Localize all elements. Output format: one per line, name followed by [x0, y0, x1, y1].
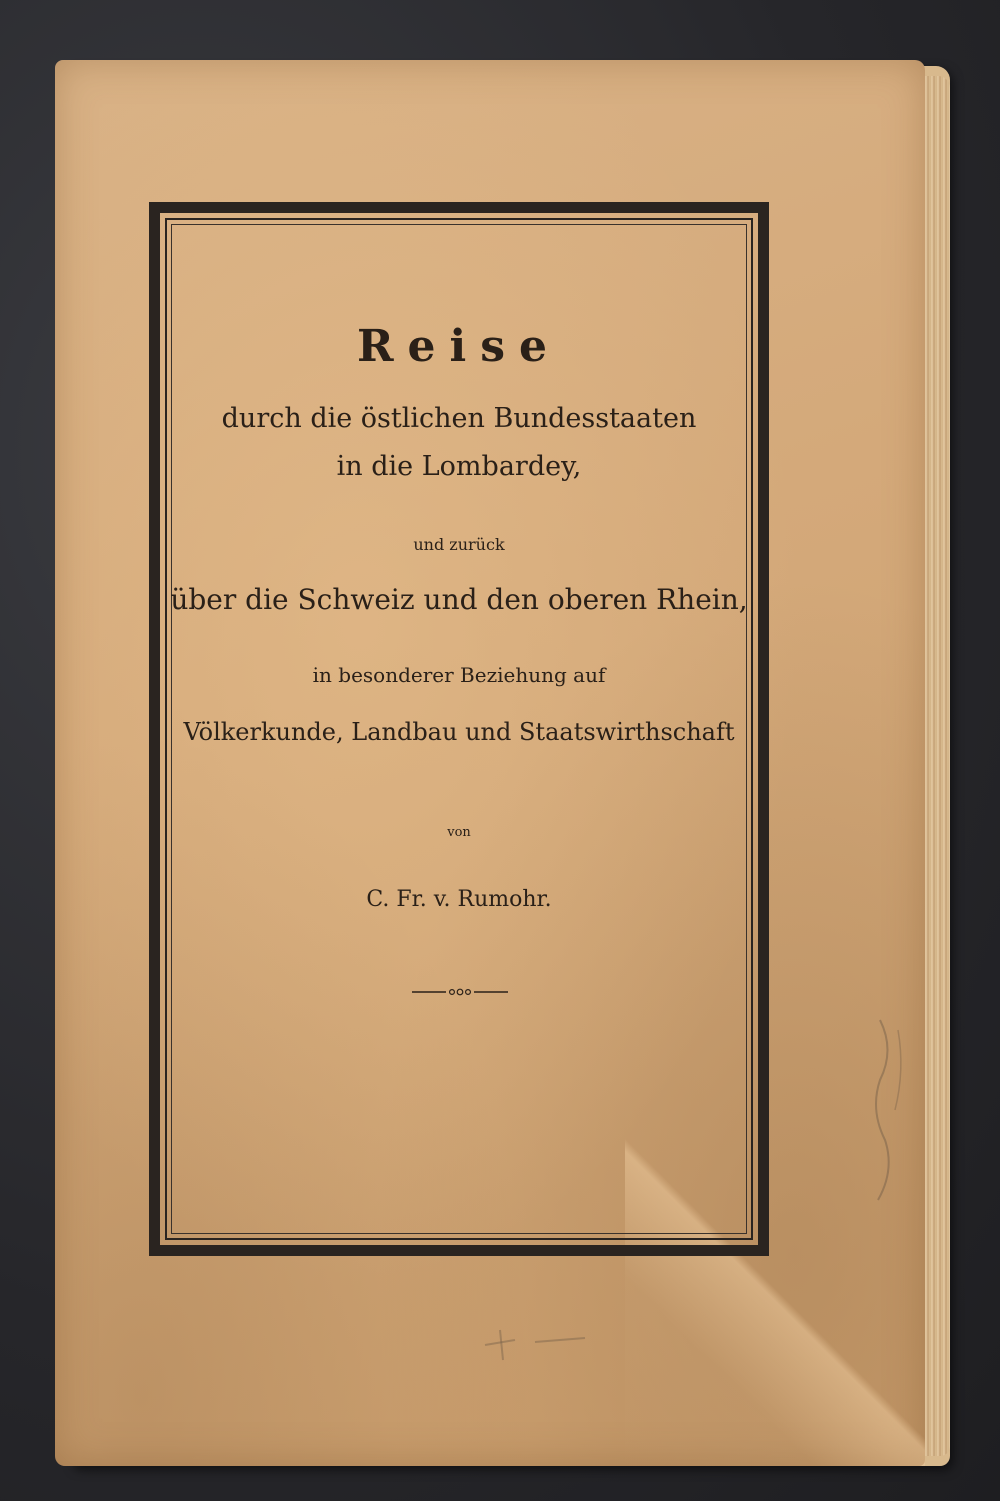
- by-line: von: [447, 825, 471, 840]
- subtitle-line-2: in die Lombardey,: [336, 451, 582, 482]
- title-frame: [149, 202, 769, 1256]
- author-name: C. Fr. v. Rumohr.: [366, 887, 552, 912]
- subtitle-line-5: in besonderer Beziehung auf: [312, 663, 606, 687]
- book-cover: [55, 60, 925, 1466]
- subtitle-line-3: und zurück: [413, 535, 505, 554]
- subtitle-line-6: Völkerkunde, Landbau und Staatswirthschaft: [183, 718, 735, 746]
- subtitle-line-4: über die Schweiz und den oberen Rhein,: [170, 583, 748, 616]
- book-title: Reise: [356, 321, 562, 372]
- pencil-mark: [475, 1310, 595, 1370]
- ornament-rule: [410, 985, 510, 999]
- subtitle-line-1: durch die östlichen Bundesstaaten: [221, 403, 697, 434]
- pencil-marginalia: [850, 1010, 920, 1210]
